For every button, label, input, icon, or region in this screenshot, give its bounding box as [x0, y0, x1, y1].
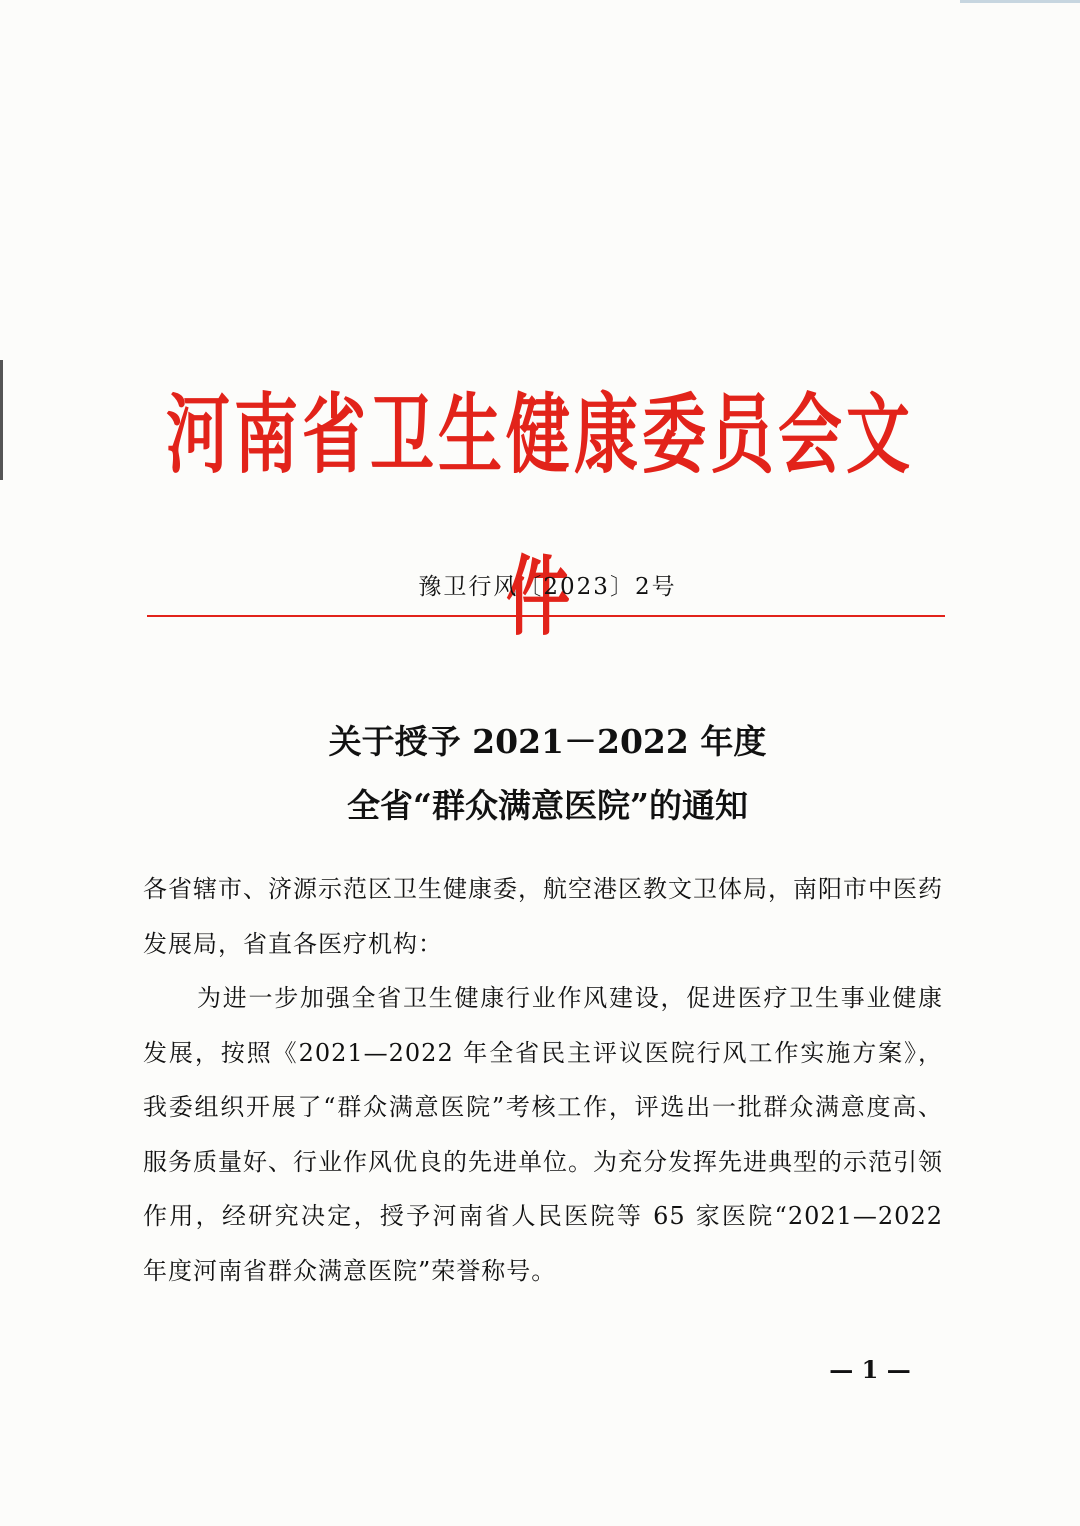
title-line-1: 关于授予 2021－2022 年度 [328, 722, 767, 761]
body-paragraph: 为进一步加强全省卫生健康行业作风建设，促进医疗卫生事业健康发展，按照《2021—2022 年全省民主评议医院行风工作实施方案》，我委组织开展了“群众满意医院”考核工作，评选出一批群众满意度高、服务质量好、行业作风优良的先进单位。为充分发挥先进典型的示范引领作用，经研究决定，授予河南省人民医院等 65 家医院“2021—2022 年度河南省群众满意医院”荣誉称号。 [143, 984, 943, 1285]
red-divider-line [147, 615, 945, 617]
title-line-2: 全省“群众满意医院”的通知 [347, 786, 748, 825]
document-body [143, 862, 943, 1298]
scan-edge-mark [960, 0, 1080, 3]
addressee-paragraph: 各省辖市、济源示范区卫生健康委，航空港区教文卫体局，南阳市中医药发展局，省直各医疗机构： [143, 875, 943, 958]
issuing-authority-header: 河南省卫生健康委员会文件 [166, 384, 914, 648]
document-title [150, 710, 945, 838]
binding-edge-mark [0, 360, 3, 480]
page-number: — 1 — [829, 1355, 911, 1384]
document-number: 豫卫行风〔2023〕2号 [418, 574, 677, 600]
